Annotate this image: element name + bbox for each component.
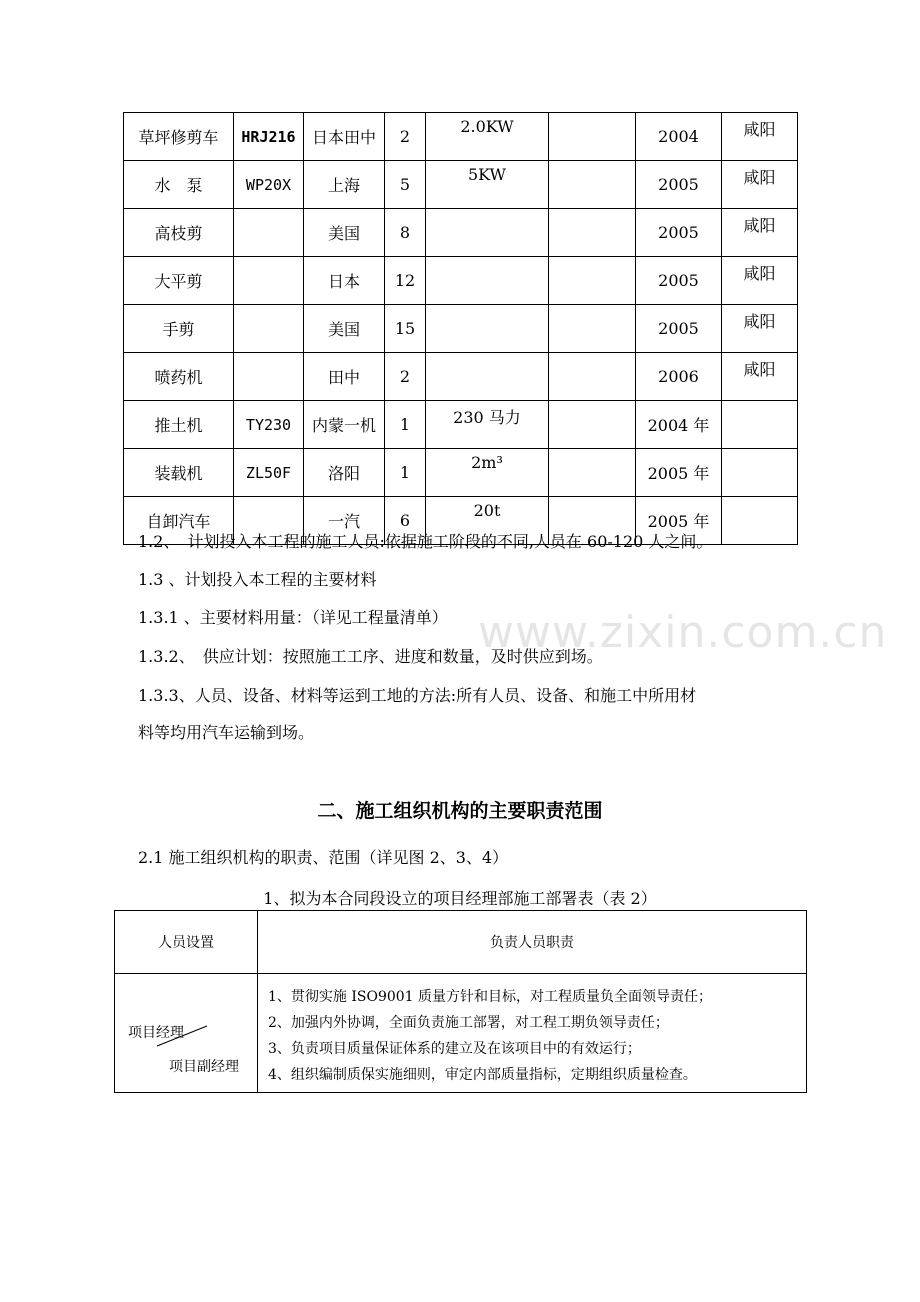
equipment-cell-qty: 2 bbox=[385, 113, 426, 161]
equipment-cell-location bbox=[722, 449, 798, 497]
equipment-row bbox=[124, 209, 798, 257]
equipment-cell-blank bbox=[549, 257, 636, 305]
equipment-cell-year: 2005 bbox=[636, 257, 722, 305]
equipment-cell-name: 大平剪 bbox=[124, 257, 234, 305]
paragraph-transport-line1: 1.3.3、人员、设备、材料等运到工地的方法:所有人员、设备、和施工中所用材 bbox=[138, 686, 697, 705]
equipment-cell-model bbox=[234, 209, 304, 257]
equipment-row bbox=[124, 305, 798, 353]
equipment-cell-origin: 日本 bbox=[304, 257, 385, 305]
roles-diagonal-cell bbox=[115, 974, 258, 1093]
paragraph-transport-line2: 料等均用汽车运输到场。 bbox=[138, 723, 315, 742]
role-project-manager: 项目经理 bbox=[128, 1025, 184, 1041]
equipment-cell-name: 自卸汽车 bbox=[124, 497, 234, 545]
equipment-cell-name: 水 泵 bbox=[124, 161, 234, 209]
equipment-cell-year: 2006 bbox=[636, 353, 722, 401]
equipment-cell-year: 2005 年 bbox=[636, 497, 722, 545]
equipment-cell-origin: 田中 bbox=[304, 353, 385, 401]
equipment-cell-year: 2005 bbox=[636, 305, 722, 353]
equipment-cell-location: 咸阳 bbox=[722, 305, 798, 353]
table2-caption: 1、拟为本合同段设立的项目经理部施工部署表（表 2） bbox=[263, 889, 657, 908]
duty-item: 4、组织编制质保实施细则，审定内部质量指标，定期组织质量检查。 bbox=[268, 1067, 697, 1083]
duty-item: 1、贯彻实施 ISO9001 质量方针和目标，对工程质量负全面领导责任； bbox=[268, 989, 713, 1005]
equipment-cell-name: 草坪修剪车 bbox=[124, 113, 234, 161]
equipment-cell-model: HRJ216 bbox=[234, 113, 304, 161]
equipment-cell-model: WP20X bbox=[234, 161, 304, 209]
equipment-table-body bbox=[124, 113, 798, 545]
equipment-cell-qty: 5 bbox=[385, 161, 426, 209]
equipment-cell-location: 咸阳 bbox=[722, 353, 798, 401]
roles-duties-cell bbox=[258, 974, 807, 1093]
equipment-cell-year: 2005 年 bbox=[636, 449, 722, 497]
equipment-cell-name: 高枝剪 bbox=[124, 209, 234, 257]
equipment-cell-name: 装载机 bbox=[124, 449, 234, 497]
equipment-cell-origin: 洛阳 bbox=[304, 449, 385, 497]
equipment-table bbox=[123, 112, 798, 545]
equipment-cell-blank bbox=[549, 209, 636, 257]
equipment-cell-power: 5KW bbox=[426, 161, 549, 209]
equipment-cell-power: 20t bbox=[426, 497, 549, 545]
equipment-cell-qty: 2 bbox=[385, 353, 426, 401]
equipment-cell-model: TY230 bbox=[234, 401, 304, 449]
equipment-cell-year: 2005 bbox=[636, 161, 722, 209]
equipment-cell-location: 咸阳 bbox=[722, 257, 798, 305]
equipment-cell-qty: 6 bbox=[385, 497, 426, 545]
equipment-cell-year: 2004 bbox=[636, 113, 722, 161]
section-heading: 二、施工组织机构的主要职责范围 bbox=[317, 800, 603, 822]
equipment-row bbox=[124, 161, 798, 209]
roles-header-personnel: 人员设置 bbox=[115, 911, 258, 974]
equipment-cell-model: ZL50F bbox=[234, 449, 304, 497]
roles-header-duties: 负责人员职责 bbox=[258, 911, 807, 974]
equipment-row bbox=[124, 353, 798, 401]
equipment-cell-model bbox=[234, 353, 304, 401]
roles-row bbox=[115, 974, 807, 1093]
equipment-cell-blank bbox=[549, 449, 636, 497]
equipment-cell-qty: 1 bbox=[385, 401, 426, 449]
equipment-cell-power bbox=[426, 209, 549, 257]
equipment-cell-model bbox=[234, 305, 304, 353]
equipment-cell-name: 喷药机 bbox=[124, 353, 234, 401]
duty-item: 2、加强内外协调，全面负责施工部署，对工程工期负领导责任； bbox=[268, 1015, 669, 1031]
equipment-cell-qty: 1 bbox=[385, 449, 426, 497]
equipment-cell-power: 2m³ bbox=[426, 449, 549, 497]
equipment-cell-name: 手剪 bbox=[124, 305, 234, 353]
equipment-cell-power bbox=[426, 305, 549, 353]
equipment-cell-blank bbox=[549, 161, 636, 209]
equipment-cell-origin: 美国 bbox=[304, 209, 385, 257]
equipment-cell-blank bbox=[549, 113, 636, 161]
equipment-cell-power: 2.0KW bbox=[426, 113, 549, 161]
equipment-cell-location: 咸阳 bbox=[722, 209, 798, 257]
equipment-row bbox=[124, 449, 798, 497]
equipment-cell-qty: 12 bbox=[385, 257, 426, 305]
paragraph-supply-plan: 1.3.2、 供应计划：按照施工工序、进度和数量，及时供应到场。 bbox=[138, 647, 603, 666]
equipment-cell-year: 2004 年 bbox=[636, 401, 722, 449]
equipment-cell-qty: 15 bbox=[385, 305, 426, 353]
equipment-row bbox=[124, 257, 798, 305]
equipment-cell-location: 咸阳 bbox=[722, 113, 798, 161]
roles-table bbox=[114, 910, 807, 1093]
equipment-cell-origin: 上海 bbox=[304, 161, 385, 209]
equipment-cell-power bbox=[426, 257, 549, 305]
equipment-cell-name: 推土机 bbox=[124, 401, 234, 449]
equipment-cell-location: 咸阳 bbox=[722, 161, 798, 209]
watermark: www.zixin.com.cn bbox=[478, 607, 888, 658]
paragraph-material-quantity: 1.3.1 、主要材料用量：（详见工程量清单） bbox=[138, 608, 448, 627]
equipment-row bbox=[124, 401, 798, 449]
duty-item: 3、负责项目质量保证体系的建立及在该项目中的有效运行； bbox=[268, 1041, 641, 1057]
equipment-cell-power: 230 马力 bbox=[426, 401, 549, 449]
equipment-cell-origin: 内蒙一机 bbox=[304, 401, 385, 449]
equipment-cell-origin: 一汽 bbox=[304, 497, 385, 545]
equipment-cell-location bbox=[722, 497, 798, 545]
equipment-cell-location bbox=[722, 401, 798, 449]
roles-header-row bbox=[115, 911, 807, 974]
section-intro: 2.1 施工组织机构的职责、范围（详见图 2、3、4） bbox=[138, 848, 509, 867]
equipment-cell-blank bbox=[549, 401, 636, 449]
equipment-cell-qty: 8 bbox=[385, 209, 426, 257]
paragraph-materials: 1.3 、计划投入本工程的主要材料 bbox=[138, 570, 377, 589]
equipment-cell-blank bbox=[549, 305, 636, 353]
equipment-cell-year: 2005 bbox=[636, 209, 722, 257]
equipment-cell-blank bbox=[549, 353, 636, 401]
equipment-cell-origin: 日本田中 bbox=[304, 113, 385, 161]
equipment-cell-power bbox=[426, 353, 549, 401]
equipment-cell-origin: 美国 bbox=[304, 305, 385, 353]
duty-list bbox=[258, 978, 806, 1088]
equipment-row bbox=[124, 113, 798, 161]
equipment-cell-model bbox=[234, 257, 304, 305]
role-deputy-manager: 项目副经理 bbox=[169, 1059, 239, 1075]
paragraph-staffing: 1.2、 计划投入本工程的施工人员:依据施工阶段的不同,人员在 60-120 人之间。 bbox=[138, 532, 713, 551]
